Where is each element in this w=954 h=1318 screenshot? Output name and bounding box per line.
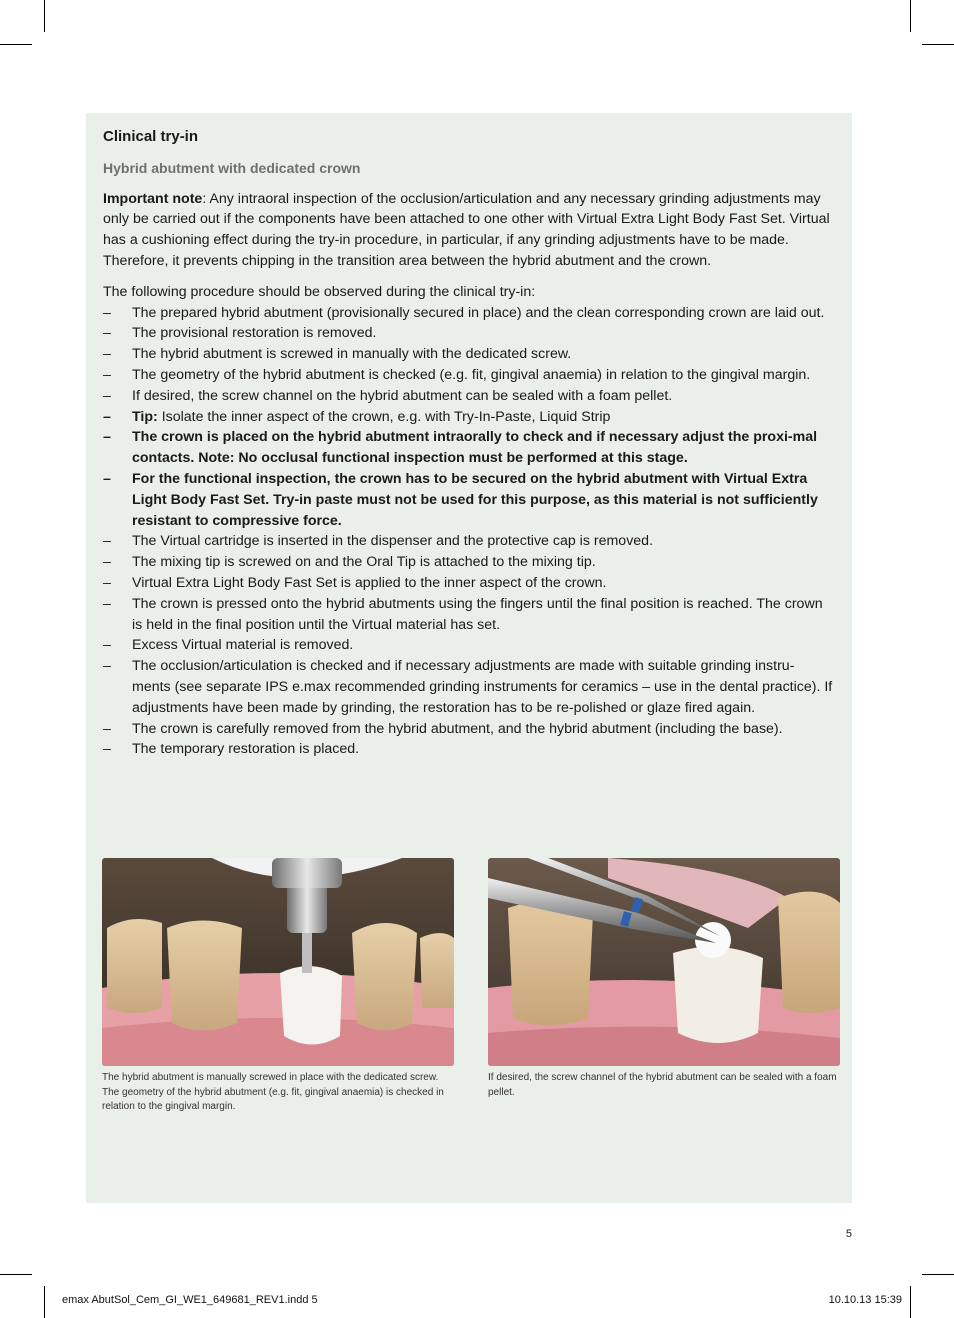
photo-abutment-screwing <box>102 858 454 1066</box>
list-item: – Excess Virtual material is removed. <box>103 637 354 654</box>
foam-pellet-image <box>488 858 840 1066</box>
list-item: – The geometry of the hybrid abutment is checked (e.g. fit, gingival anaemia) in relation to the gingival margin. <box>103 366 811 383</box>
important-note-text: : Any intraoral inspection of the occlusion/articulation and any necessary grinding adjustments may only be carried out if the components have been attached to one other with Virtual Extra Light Body Fast Set. Virtual has a cushioning effect during the try-in procedure, in particular, if any grinding adjustments have to be made. Therefore, it prevents chipping in the transition area between the hybrid abutment and the crown. <box>103 190 830 269</box>
main-content <box>103 127 833 760</box>
crop-mark <box>910 0 911 32</box>
figure-2-caption: If desired, the screw channel of the hybrid abutment can be sealed with a foam pellet. <box>488 1072 837 1098</box>
crop-mark <box>44 0 45 32</box>
photo-foam-pellet <box>488 858 840 1066</box>
subsection-title: Hybrid abutment with dedicated crown <box>103 159 361 176</box>
crop-mark <box>44 1286 45 1318</box>
list-item: – The provisional restoration is removed. <box>103 325 377 342</box>
figure-1-caption: The hybrid abutment is manually screwed in place with the dedicated screw. The geometry of the hybrid abutment (e.g. fit, gingival anaemia) is checked in relation to the gingival margin. <box>102 1072 444 1112</box>
section-title: Clinical try-in <box>103 128 199 145</box>
important-note-label: Important note <box>103 190 203 207</box>
bold-list-item: – For the functional inspection, the crown has to be secured on the hybrid abutment with Virtual Extra Light Body Fast Set. Try-in paste must not be used for this purpose, as this material is not sufficiently resistant to compressive force. <box>103 470 818 529</box>
list-item: – The mixing tip is screwed on and the Oral Tip is attached to the mixing tip. <box>103 554 596 571</box>
list-item: – The crown is pressed onto the hybrid abutments using the fingers until the final position is reached. The crown is held in the final position until the Virtual material has set. <box>103 595 823 633</box>
footer-filename: emax AbutSol_Cem_GI_WE1_649681_REV1.indd 5 <box>62 1294 318 1306</box>
list-item: – The crown is carefully removed from the hybrid abutment, and the hybrid abutment (including the base). <box>103 720 783 737</box>
list-item: – If desired, the screw channel on the hybrid abutment can be sealed with a foam pellet. <box>103 387 673 404</box>
list-item: – The prepared hybrid abutment (provisionally secured in place) and the clean corresponding crown are laid out. <box>103 304 825 321</box>
crop-mark <box>0 44 32 45</box>
bold-list-item: – The crown is placed on the hybrid abutment intraorally to check and if necessary adjust the proxi-mal contacts. Note: No occlusal functional inspection must be performed at this stage. <box>103 429 818 467</box>
list-item: – Virtual Extra Light Body Fast Set is applied to the inner aspect of the crown. <box>103 574 607 591</box>
footer-timestamp: 10.10.13 15:39 <box>828 1294 902 1306</box>
list-item: – The temporary restoration is placed. <box>103 741 360 758</box>
abutment-screwing-image <box>102 858 454 1066</box>
crop-mark <box>0 1274 32 1275</box>
list-item: – The occlusion/articulation is checked and if necessary adjustments are made with suitable grinding instru-ments (see separate IPS e.max recommended grinding instruments for ceramics – use in the dental practice). If adjustments have been made by grinding, the restoration has to be re-polished or glaze fired again. <box>103 658 833 716</box>
tip-item: – Tip: Isolate the inner aspect of the crown, e.g. with Try-In-Paste, Liquid Strip <box>103 408 611 425</box>
important-note <box>103 189 833 272</box>
figure-2 <box>488 858 840 1100</box>
list-item: – The hybrid abutment is screwed in manually with the dedicated screw. <box>103 346 572 363</box>
figure-1 <box>102 858 454 1115</box>
procedure-steps <box>103 303 833 761</box>
crop-mark <box>922 44 954 45</box>
procedure-intro: The following procedure should be observed during the clinical try-in: <box>103 283 536 300</box>
page-number: 5 <box>845 1228 852 1240</box>
crop-mark <box>910 1286 911 1318</box>
list-item: – The Virtual cartridge is inserted in the dispenser and the protective cap is removed. <box>103 533 654 550</box>
crop-mark <box>922 1274 954 1275</box>
